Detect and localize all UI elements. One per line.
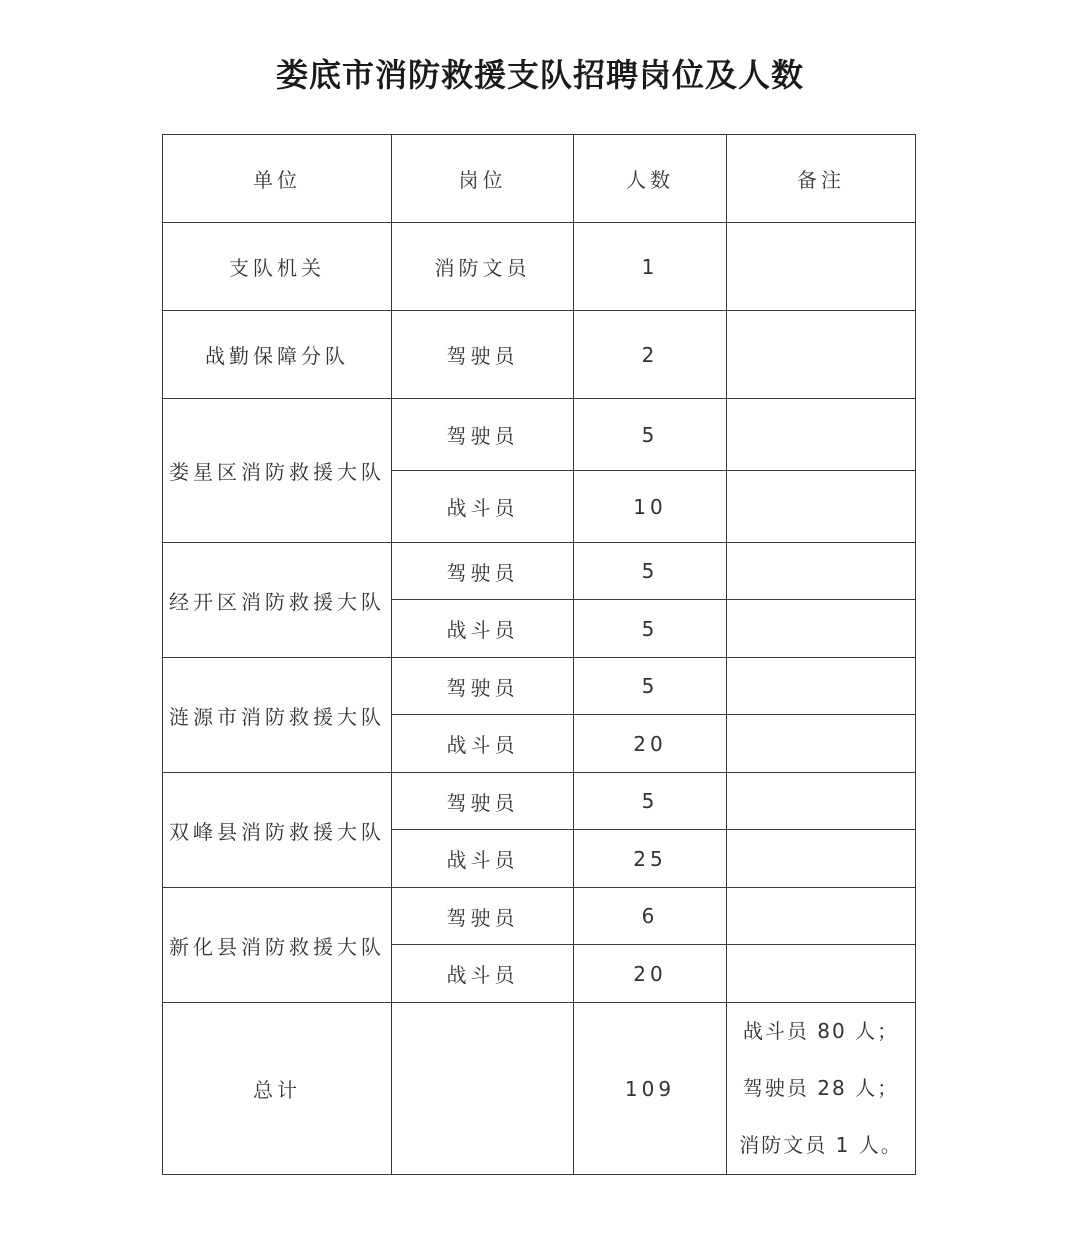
count-cell: 2 bbox=[574, 311, 727, 399]
position-cell: 驾驶员 bbox=[392, 543, 574, 600]
count-cell: 5 bbox=[574, 658, 727, 715]
header-position: 岗位 bbox=[392, 135, 574, 223]
position-cell: 驾驶员 bbox=[392, 888, 574, 945]
header-count: 人数 bbox=[574, 135, 727, 223]
position-cell bbox=[392, 1003, 574, 1175]
total-remark-cell bbox=[727, 1003, 916, 1175]
count-cell: 5 bbox=[574, 773, 727, 830]
remark-line: 消防文员 1 人。 bbox=[739, 1133, 903, 1157]
remark-cell bbox=[727, 773, 916, 830]
count-cell: 20 bbox=[574, 715, 727, 773]
table-row bbox=[163, 223, 916, 311]
unit-cell: 战勤保障分队 bbox=[163, 311, 392, 399]
position-cell: 战斗员 bbox=[392, 600, 574, 658]
remark-cell bbox=[727, 830, 916, 888]
table-row bbox=[163, 888, 916, 945]
unit-cell: 娄星区消防救援大队 bbox=[163, 399, 392, 543]
remark-cell bbox=[727, 888, 916, 945]
remark-cell bbox=[727, 471, 916, 543]
remark-cell bbox=[727, 543, 916, 600]
count-cell: 5 bbox=[574, 399, 727, 471]
header-remark: 备注 bbox=[727, 135, 916, 223]
recruitment-table bbox=[162, 134, 916, 1175]
unit-cell: 新化县消防救援大队 bbox=[163, 888, 392, 1003]
unit-cell: 支队机关 bbox=[163, 223, 392, 311]
remark-cell bbox=[727, 399, 916, 471]
count-cell: 20 bbox=[574, 945, 727, 1003]
count-cell: 25 bbox=[574, 830, 727, 888]
unit-cell: 经开区消防救援大队 bbox=[163, 543, 392, 658]
page-title: 娄底市消防救援支队招聘岗位及人数 bbox=[275, 56, 804, 94]
total-count: 109 bbox=[574, 1003, 727, 1175]
remark-cell bbox=[727, 715, 916, 773]
count-cell: 6 bbox=[574, 888, 727, 945]
table-header-row bbox=[163, 135, 916, 223]
remark-cell bbox=[727, 945, 916, 1003]
unit-cell: 涟源市消防救援大队 bbox=[163, 658, 392, 773]
remark-cell bbox=[727, 311, 916, 399]
total-row bbox=[163, 1003, 916, 1175]
count-cell: 1 bbox=[574, 223, 727, 311]
count-cell: 5 bbox=[574, 543, 727, 600]
remark-cell bbox=[727, 223, 916, 311]
count-cell: 10 bbox=[574, 471, 727, 543]
position-cell: 驾驶员 bbox=[392, 658, 574, 715]
table-row bbox=[163, 773, 916, 830]
position-cell: 消防文员 bbox=[392, 223, 574, 311]
remark-line: 驾驶员 28 人； bbox=[742, 1076, 900, 1100]
position-cell: 战斗员 bbox=[392, 715, 574, 773]
table-row bbox=[163, 311, 916, 399]
total-label: 总计 bbox=[163, 1003, 392, 1175]
header-unit: 单位 bbox=[163, 135, 392, 223]
table-row bbox=[163, 399, 916, 471]
position-cell: 驾驶员 bbox=[392, 399, 574, 471]
remark-cell bbox=[727, 600, 916, 658]
count-cell: 5 bbox=[574, 600, 727, 658]
position-cell: 战斗员 bbox=[392, 830, 574, 888]
remark-cell bbox=[727, 658, 916, 715]
position-cell: 战斗员 bbox=[392, 945, 574, 1003]
table-row bbox=[163, 658, 916, 715]
table-row bbox=[163, 543, 916, 600]
position-cell: 驾驶员 bbox=[392, 311, 574, 399]
remark-line: 战斗员 80 人； bbox=[742, 1019, 900, 1043]
position-cell: 驾驶员 bbox=[392, 773, 574, 830]
position-cell: 战斗员 bbox=[392, 471, 574, 543]
unit-cell: 双峰县消防救援大队 bbox=[163, 773, 392, 888]
